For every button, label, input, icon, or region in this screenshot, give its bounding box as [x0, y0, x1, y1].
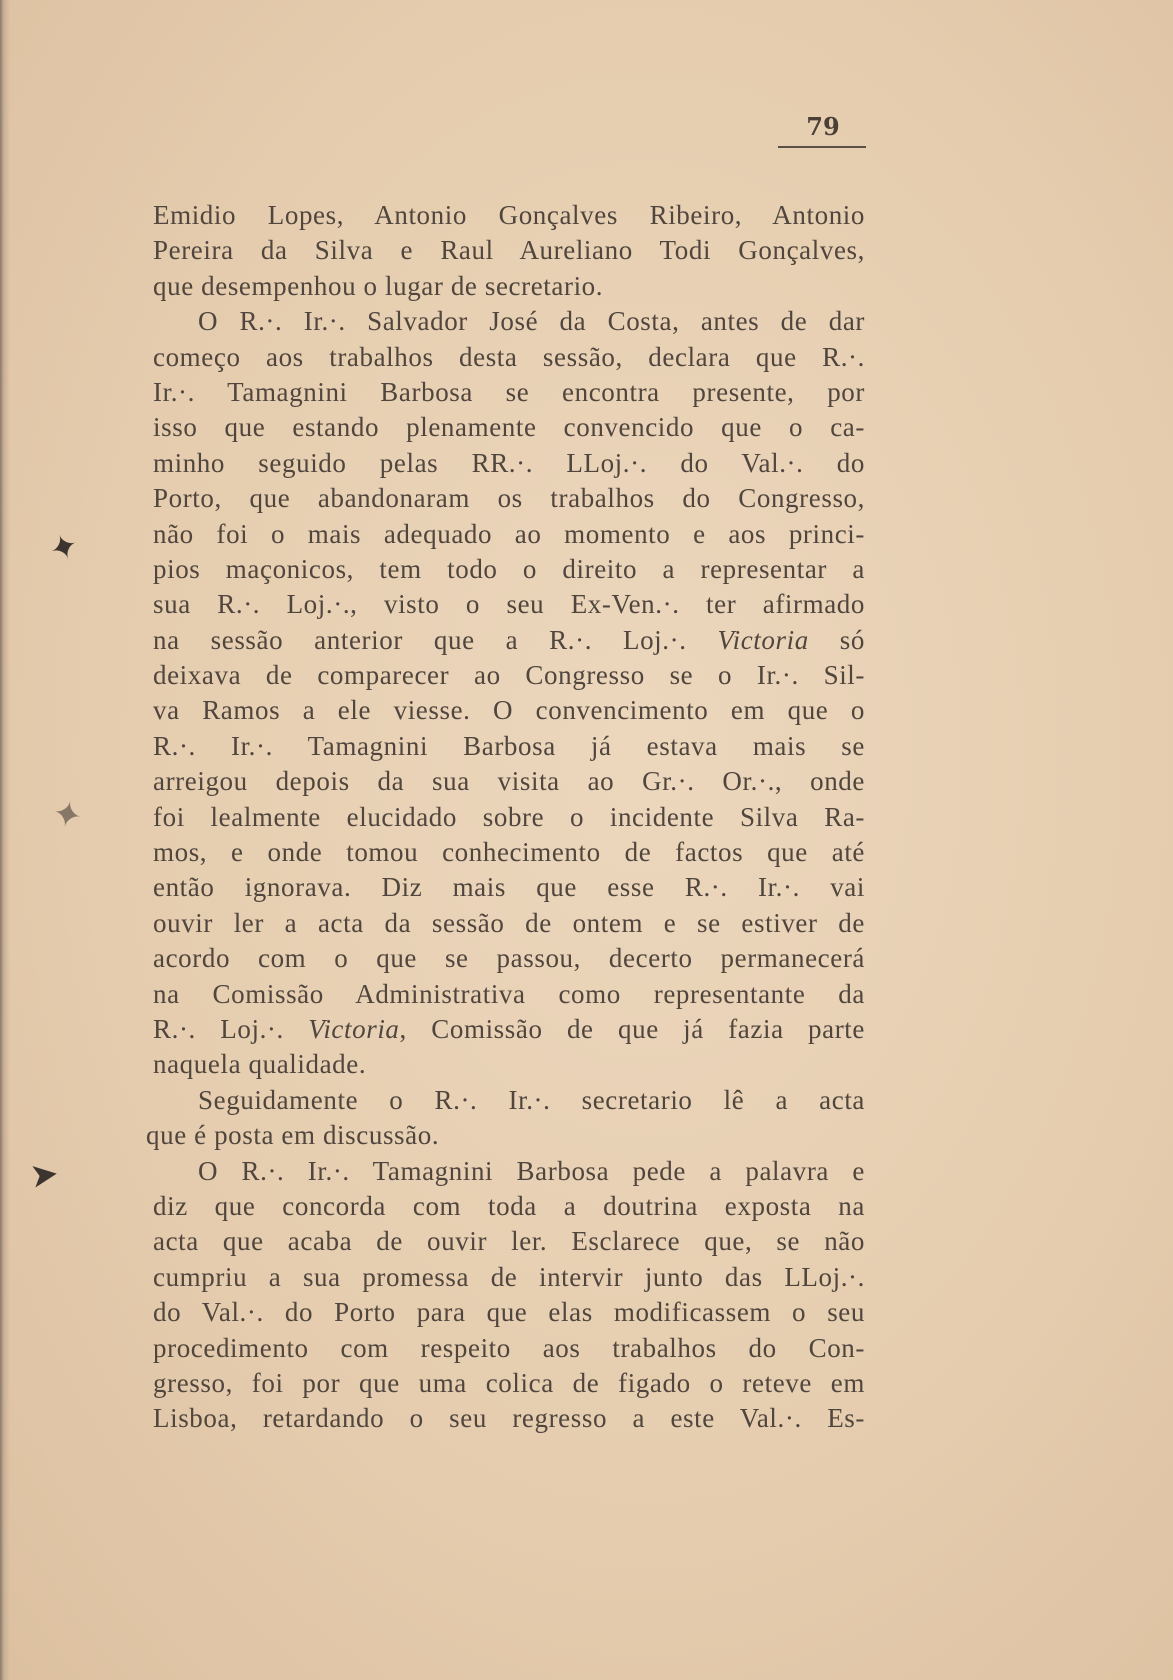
text-line: pios maçonicos, tem todo o direito a representar a	[153, 553, 865, 584]
page-number: 79	[806, 112, 840, 141]
text-line: sua R.·. Loj.·., visto o seu Ex-Ven.·. ter afirmado	[153, 589, 865, 620]
text-line: R.·. Loj.·. Victoria, Comissão de que já fazia parte	[153, 1013, 865, 1044]
text-line: Seguidamente o R.·. Ir.·. secretario lê a acta	[198, 1084, 865, 1115]
text-line: deixava de comparecer ao Congresso se o Ir.·. Sil-	[153, 660, 865, 691]
text-line: isso que estando plenamente convencido que o ca-	[153, 412, 865, 443]
text-line: que desempenhou o lugar de secretario.	[153, 270, 604, 301]
text-line: acta que acaba de ouvir ler. Esclarece que, se não	[153, 1226, 865, 1257]
text-line: acordo com o que se passou, decerto permanecerá	[153, 943, 865, 974]
text-line: que é posta em discussão.	[146, 1120, 440, 1151]
text-line: R.·. Ir.·. Tamagnini Barbosa já estava mais se	[153, 730, 865, 761]
lodge-name: Victoria	[717, 624, 809, 655]
pin-mark-icon: ➤	[27, 1153, 62, 1197]
text-line: então ignorava. Diz mais que esse R.·. Ir.·. vai	[153, 872, 865, 903]
text-line: Emidio Lopes, Antonio Gonçalves Ribeiro, Antonio	[153, 200, 865, 230]
lodge-name: Victoria	[308, 1013, 400, 1044]
text-line: Pereira da Silva e Raul Aureliano Todi Gonçalves,	[153, 235, 865, 266]
text-line: Porto, que abandonaram os trabalhos do Congresso,	[153, 483, 865, 514]
text-line: Lisboa, retardando o seu regresso a este Val.·. Es-	[153, 1403, 865, 1434]
text-line: naquela qualidade.	[153, 1049, 367, 1080]
page-number-rule	[778, 146, 866, 148]
text-line: cumpriu a sua promessa de intervir junto das LLoj.·.	[153, 1261, 865, 1292]
text-line: foi lealmente elucidado sobre o incidente Silva Ra-	[153, 801, 865, 832]
text-line: na Comissão Administrativa como representante da	[153, 978, 865, 1009]
text-line: arreigou depois da sua visita ao Gr.·. Or.·., onde	[153, 766, 865, 797]
text-line: procedimento com respeito aos trabalhos do Con-	[153, 1332, 865, 1363]
text-line: ouvir ler a acta da sessão de ontem e se estiver de	[153, 907, 865, 938]
text-line: não foi o mais adequado ao momento e aos princi-	[153, 518, 865, 549]
pin-mark-icon: ✦	[48, 792, 87, 839]
text-line: mos, e onde tomou conhecimento de factos que até	[153, 837, 865, 868]
text-line: gresso, foi por que uma colica de figado o reteve em	[153, 1367, 865, 1398]
text-line: O R.·. Ir.·. Salvador José da Costa, antes de dar	[198, 306, 865, 337]
text-line: diz que concorda com toda a doutrina exposta na	[153, 1190, 865, 1221]
text-line: do Val.·. do Porto para que elas modificassem o seu	[153, 1297, 865, 1328]
pin-mark-icon: ✦	[44, 524, 85, 572]
text-line: O R.·. Ir.·. Tamagnini Barbosa pede a palavra e	[198, 1155, 865, 1186]
text-line: minho seguido pelas RR.·. LLoj.·. do Val.·. do	[153, 447, 865, 478]
text-line: Ir.·. Tamagnini Barbosa se encontra presente, por	[153, 376, 865, 407]
body-text	[146, 198, 865, 1437]
binding-edge	[0, 0, 10, 1680]
text-line: na sessão anterior que a R.·. Loj.·. Victoria só	[153, 624, 865, 655]
text-line: va Ramos a ele viesse. O convencimento em que o	[153, 695, 865, 726]
text-line: começo aos trabalhos desta sessão, declara que R.·.	[153, 341, 865, 372]
